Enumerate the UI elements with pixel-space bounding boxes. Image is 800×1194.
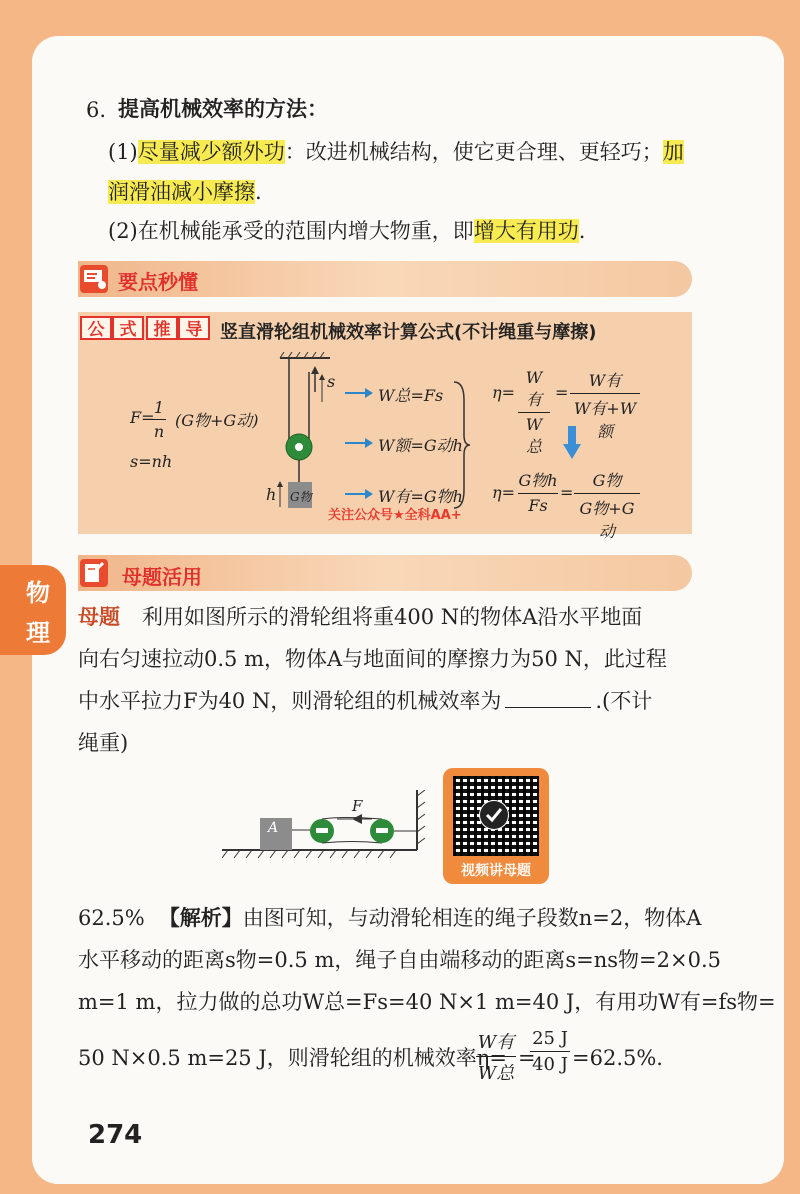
- paragraph-2: (2)在机械能承受的范围内增大物重，即增大有用功.: [108, 219, 586, 243]
- arrow-total: [345, 392, 367, 394]
- eta2-lhs: η=: [492, 483, 515, 502]
- problem-line-3: 中水平拉力F为40 N，则滑轮组的机械效率为 .(不计: [78, 689, 653, 713]
- problem-line-4: 绳重): [78, 731, 129, 755]
- tag-char-1: 公: [80, 316, 112, 340]
- eta1-lhs: η=: [492, 383, 515, 402]
- force-formula-lhs: F=: [130, 408, 155, 427]
- subject-char-2: 理: [26, 619, 50, 647]
- answer-line-3: m=1 m，拉力做的总功W总=Fs=40 N×1 m=40 J，有用功W有=fs物=: [78, 990, 776, 1014]
- mother-problem-title: 母题活用: [122, 565, 202, 589]
- figure-label-a: A: [268, 820, 279, 836]
- answer-line-1: 62.5% 【解析】由图可知，与动滑轮相连的绳子段数n=2，物体A: [78, 906, 702, 930]
- efficiency-fraction-1: W有 W总: [477, 1032, 515, 1084]
- distance-formula: s=nh: [130, 452, 173, 471]
- tag-char-4: 导: [178, 316, 210, 340]
- force-formula-rest: (G物+G动): [175, 411, 259, 430]
- answer-blank: [505, 707, 591, 708]
- presentation-icon: [80, 265, 108, 293]
- label-h: h: [266, 485, 277, 504]
- key-points-title: 要点秒懂: [118, 270, 198, 294]
- qr-label: 视频讲母题: [461, 863, 531, 879]
- subject-char-1: 物: [26, 579, 50, 607]
- eta2-fraction-b: G物 G物+G动: [574, 468, 640, 542]
- paragraph-1-line-1: (1)尽量减少额外功：改进机械结构，使它更合理、更轻巧；加: [108, 140, 684, 164]
- arrow-useful: [345, 493, 367, 495]
- eta2-fraction-a: G物h Fs: [518, 471, 558, 515]
- formula-title: 竖直滑轮组机械效率计算公式(不计绳重与摩擦): [220, 322, 597, 343]
- tag-char-2: 式: [112, 316, 144, 340]
- figure-label-f: F: [352, 797, 363, 815]
- eta1-fraction-a: W有 W总: [518, 368, 550, 457]
- extra-work: W额=G动h: [378, 436, 463, 455]
- problem-line-2: 向右匀速拉动0.5 m，物体A与地面间的摩擦力为50 N，此过程: [78, 647, 667, 671]
- checkmark-icon: [479, 800, 509, 830]
- problem-line-1: 母题 利用如图所示的滑轮组将重400 N的物体A沿水平地面: [78, 605, 643, 629]
- arrow-extra: [345, 442, 367, 444]
- tag-char-3: 推: [146, 316, 178, 340]
- eta2-equals: =: [560, 483, 574, 502]
- page-number: 274: [88, 1120, 143, 1150]
- paragraph-1-line-2: 润滑油减小摩擦.: [108, 180, 262, 204]
- answer-line-4: 50 N×0.5 m=25 J，则滑轮组的机械效率η=: [78, 1046, 507, 1070]
- answer-result: =62.5%.: [572, 1046, 663, 1070]
- useful-work: W有=G物h: [378, 487, 463, 506]
- efficiency-fraction-2: 25 J 40 J: [530, 1028, 570, 1075]
- pencil-note-icon: [80, 559, 108, 587]
- efficiency-equals: =: [518, 1046, 536, 1070]
- section-number: 6.: [86, 98, 107, 122]
- label-s: s: [327, 372, 336, 391]
- force-fraction: 1 n: [153, 398, 165, 441]
- video-qr-card[interactable]: [443, 768, 549, 884]
- label-g: G物: [290, 490, 312, 504]
- eta1-fraction-b: W有 W有+W额: [570, 368, 640, 442]
- watermark: 关注公众号★全科AA+: [328, 508, 462, 523]
- down-arrow-icon: [563, 426, 581, 460]
- subject-tab[interactable]: [0, 565, 66, 655]
- section-heading: 提高机械效率的方法：: [118, 97, 328, 121]
- eta1-equals: =: [555, 383, 569, 402]
- total-work: W总=Fs: [378, 386, 444, 405]
- brace: [452, 380, 472, 510]
- answer-line-2: 水平移动的距离s物=0.5 m，绳子自由端移动的距离s=ns物=2×0.5: [78, 948, 721, 972]
- horizontal-pulley-figure: [222, 790, 432, 860]
